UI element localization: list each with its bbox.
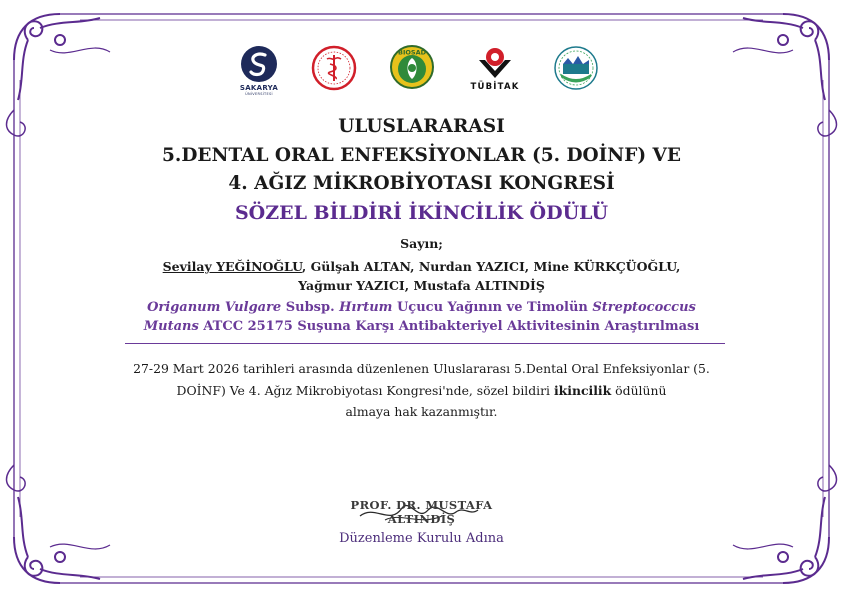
divider bbox=[125, 343, 725, 344]
sakarya-university-emblem-icon bbox=[239, 44, 279, 84]
authors-line-1-rest: , Gülşah ALTAN, Nurdan YAZICI, Mine KÜRKÇÜOĞLU, bbox=[301, 259, 681, 274]
heading-line-2: 5.DENTAL ORAL ENFEKSİYONLAR (5. DOİNF) VE bbox=[162, 145, 681, 166]
award-title: SÖZEL BİLDİRİ İKİNCİLİK ÖDÜLÜ bbox=[234, 202, 609, 224]
caduceus-emblem-icon bbox=[310, 44, 358, 92]
body-line-2-post: ödülünü bbox=[611, 383, 667, 398]
body-emphasis: ikincilik bbox=[553, 383, 612, 398]
paper-title-text: ATCC 25175 Suşuna Karşı Antibakteriyel Aktivitesinin Araştırılması bbox=[198, 319, 700, 334]
sakarya-logo-caption: SAKARYA bbox=[239, 84, 279, 92]
authors-line-1 bbox=[0, 259, 843, 274]
sakarya-logo-subcaption: ÜNİVERSİTESİ bbox=[245, 92, 273, 96]
body-line-2 bbox=[0, 381, 843, 401]
sakarya-university-logo bbox=[236, 44, 282, 100]
paper-title-text: Uçucu Yağının ve Timolün bbox=[392, 300, 593, 315]
paper-title-italic: Mutans bbox=[143, 319, 199, 334]
authors-line-2: Yağmur YAZICI, Mustafa ALTINDİŞ bbox=[298, 278, 545, 293]
signatory-name-line-2: ALTINDİŞ bbox=[387, 512, 456, 526]
salutation: Sayın; bbox=[400, 236, 443, 251]
tubitak-logo bbox=[466, 44, 524, 100]
paper-title-text: Subsp. bbox=[281, 300, 340, 315]
ministry-of-health-logo bbox=[309, 44, 359, 100]
municipality-emblem-icon bbox=[552, 44, 600, 92]
signatory-role: Düzenleme Kurulu Adına bbox=[339, 531, 504, 546]
paper-title-italic: Streptococcus bbox=[592, 300, 696, 315]
heading-line-3: 4. AĞIZ MİKROBİYOTASI KONGRESİ bbox=[228, 173, 615, 194]
signatory-name-line-1: PROF. DR. MUSTAFA bbox=[350, 498, 493, 512]
biosad-emblem-icon bbox=[389, 44, 435, 90]
body-line-3: almaya hak kazanmıştır. bbox=[345, 404, 498, 419]
biosad-logo bbox=[389, 44, 435, 100]
paper-title-line-2 bbox=[0, 319, 843, 334]
sponsor-logos bbox=[0, 44, 843, 102]
paper-title-line-1 bbox=[0, 300, 843, 315]
heading-line-1: ULUSLARARASI bbox=[338, 116, 505, 137]
first-author-underlined: Sevilay YEĞİNOĞLU bbox=[162, 259, 302, 274]
tubitak-logo-caption: TÜBİTAK bbox=[470, 82, 520, 92]
body-line-1: 27-29 Mart 2026 tarihleri arasında düzenlenen Uluslararası 5.Dental Oral Enfeksiyonlar (5. bbox=[133, 361, 710, 376]
paper-title-italic: Hırtum bbox=[339, 300, 393, 315]
body-line-2-pre: DOİNF) Ve 4. Ağız Mikrobiyotası Kongresi'nde, sözel bildiri bbox=[176, 383, 554, 398]
sakarya-municipality-logo bbox=[551, 44, 601, 100]
paper-title-italic: Origanum Vulgare bbox=[147, 300, 282, 315]
tubitak-emblem-icon bbox=[475, 44, 515, 80]
biosad-logo-text: BIOSAD bbox=[397, 48, 427, 57]
